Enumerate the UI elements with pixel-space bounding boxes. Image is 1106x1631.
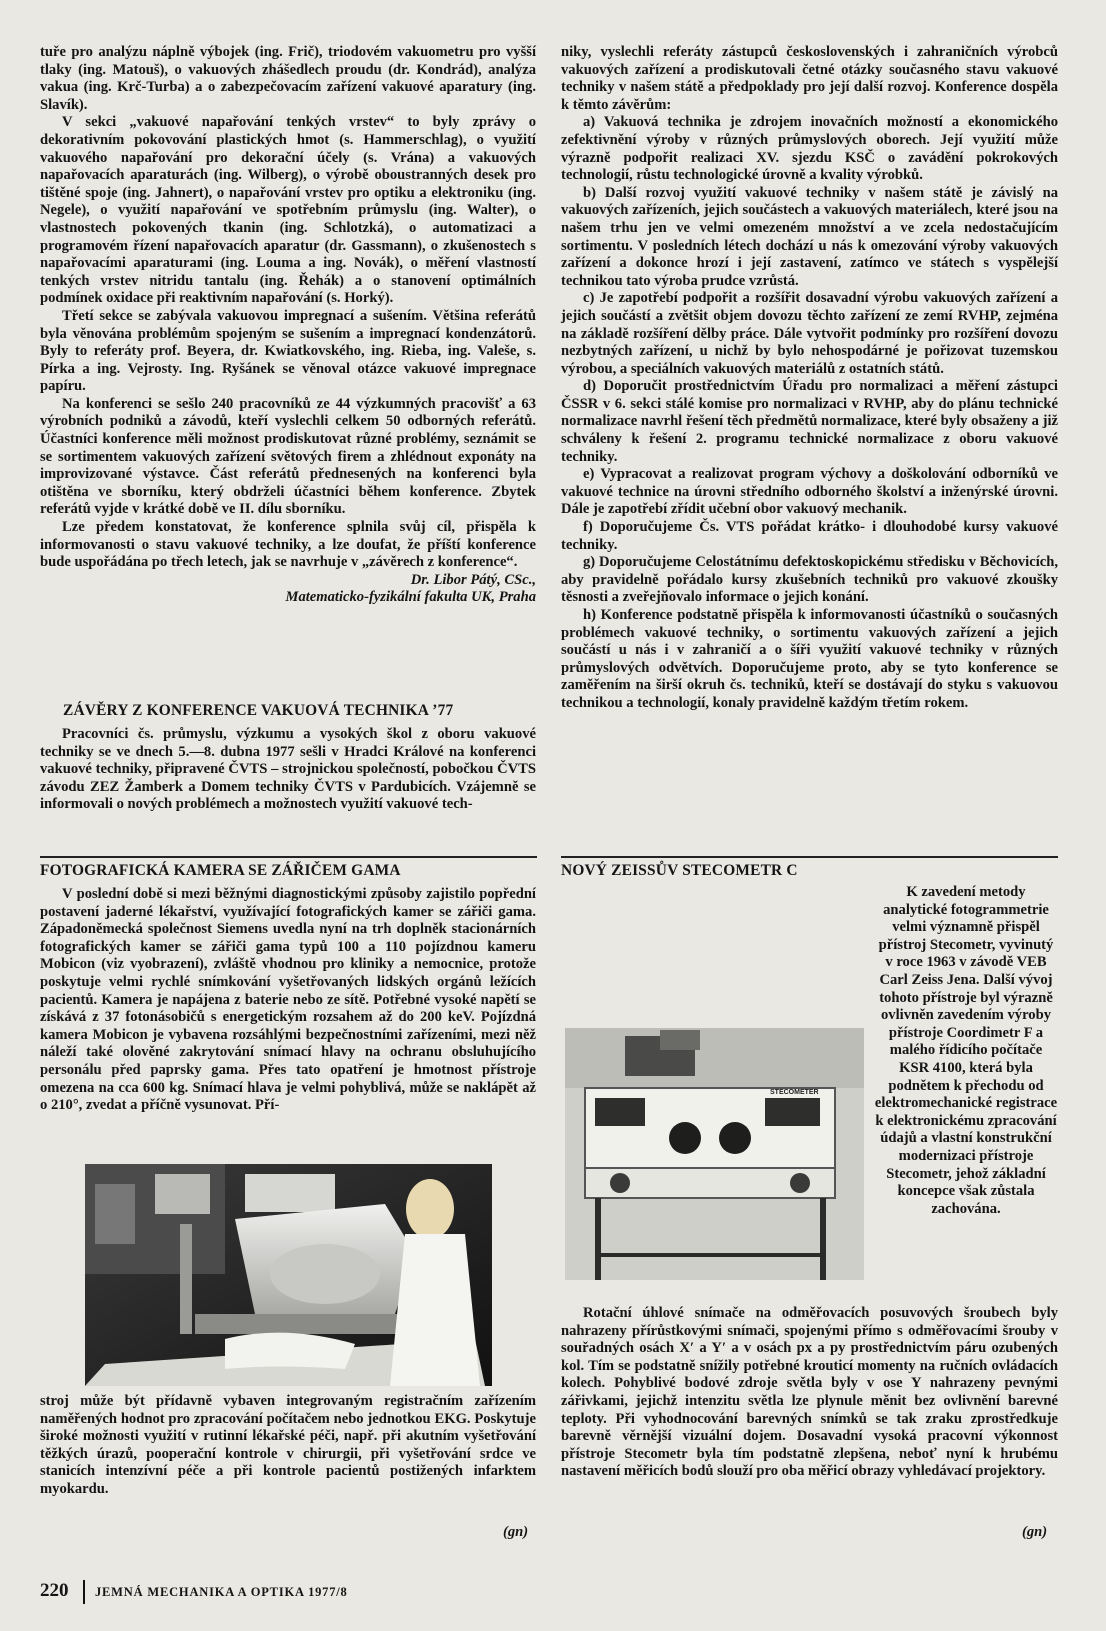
- section-divider: [561, 856, 1058, 858]
- paragraph: niky, vyslechli referáty zástupců československých i zahraničních výrobců vakuových zařízení a prodiskutovali četné otázky současného stavu vakuové techniky v našem státě a předpoklady pro její další rozvoj. Konference dospěla k těmto závěrům:: [561, 44, 1058, 113]
- author-affiliation: Matematicko-fyzikální fakulta UK, Praha: [285, 589, 536, 606]
- section-heading-zavery: ZÁVĚRY Z KONFERENCE VAKUOVÁ TECHNIKA ’77: [63, 702, 454, 719]
- stecometr-illustration: [565, 1028, 864, 1280]
- paragraph: Rotační úhlové snímače na odměřovacích posuvových šroubech byly nahrazeny přírůstkovými snímači, spojenými přímo s odměřovacími šrouby v souřadných osách X′ a Y′ a v osách px a py prostřednictvím páru ozubených kol. Tím se podstatně snížily potřebné krouticí momenty na ručních ovládacích kolech. Pohyblivé bodové zdroje světla byly v ose Y nahrazeny pevnými zářivkami, jejichž intenzitu světla lze plynule měnit bez ovlivnění barevné teploty. Při vyhodnocování barevných snímků se tak zraku zprostředkuje barevně věrnější vizuální dojem. Dosavadní vysoká pracovní výkonnost přístroje Stecometr byla tím podstatně zlepšena, neboť nyní k hrubému nastavení měřicích bodů slouží pro oba měřicí obrazy vyhledávací projektory.: [561, 1305, 1058, 1480]
- zeiss-article-wide: [561, 1305, 1058, 1481]
- zavery-intro: [40, 726, 536, 814]
- list-item: a) Vakuová technika je zdrojem inovačních možností a ekonomického zefektivnění výroby v různých průmyslových oborech. Její využití může výrazně podpořit realizaci XV. sjezdu KSČ o zavádění pokrokových technologií, růstu technologické úrovně a kvality výrobků.: [561, 114, 1058, 184]
- foto-article-continuation: [40, 1393, 536, 1499]
- section-divider: [40, 856, 537, 858]
- zeiss-article-narrow: [874, 884, 1058, 1218]
- author-initials: (gn): [503, 1524, 529, 1540]
- list-item: c) Je zapotřebí podpořit a rozšířit dosavadní výrobu vakuových zařízení a jejich součástí a zvětšit objem dovozu těchto zařízení ze zemí RVHP, zejména na základě rozšíření dělby práce. Dále vytvořit podmínky pro rozšíření dovozu nezbytných zařízení, u nichž by bylo nehospodárné je pořizovat tuzemskou výrobou, a speciálních vakuových materiálů z ostatních států.: [561, 290, 1058, 377]
- machine-label: STECOMETER: [770, 1089, 819, 1096]
- footer-divider: [83, 1580, 85, 1604]
- section-heading-zeiss: NOVÝ ZEISSŮV STECOMETR C: [561, 862, 798, 879]
- list-item: g) Doporučujeme Celostátnímu defektoskopickému středisku v Běchovicích, aby pravidelně pořádalo kursy zkušebních techniků pro vakuové zkoušky těsnosti a zveřejňovalo informace o jejich konání.: [561, 554, 1058, 606]
- list-item: h) Konference podstatně přispěla k informovanosti účastníků o současných problémech vakuové techniky, o sortimentu vakuových zařízení a jejich součástí u nás i v zahraničí a o šíři využití vakuové techniky v různých průmyslových odvětvích. Doporučujeme proto, aby se tyto konference se zaměřením na širší okruh čs. techniků, kteří se dostávají do styku s vakuovou technikou a technologií, konaly pravidelně každým třetím rokem.: [561, 607, 1058, 711]
- paragraph: V poslední době si mezi běžnými diagnostickými způsoby zajistilo popřední postavení jaderné lékařství, využívající fotografických kamer se zářiči gama. Západoněmecká společnost Siemens uvedla nyní na trh doplněk stacionárních fotografických kamer se zářiči gama typů 100 a 110 pojízdnou kameru Mobicon (viz vyobrazení), zvláště vhodnou pro kliniky a nemocnice, protože poskytuje velmi rychlé snímkování vyšetřovaných lidských orgánů ležících pacientů. Kamera je napájena z baterie nebo ze sítě. Potřebné vysoké napětí se získává z 37 fotonásobičů s energetickým rozsahem až do 200 keV. Pojízdná kamera Mobicon je vybavena rozsáhlými bezpečnostními zařízeními, mezi něž náleží také olověné zakrytování snímací hlavy na ochranu obsluhujícího personálu před paprsky gama. Přes tato opatření je hmotnost přístroje omezena na cca 600 kg. Snímací hlava je velmi pohyblivá, může se naklápět až o 210°, zvedat a příčně vysunovat. Pří-: [40, 886, 536, 1114]
- paragraph: Lze předem konstatovat, že konference splnila svůj cíl, přispěla k informovanosti o stavu vakuové techniky, a lze doufat, že příští konference bude uspořádána po třech letech, jak se navrhuje v „závěrech z konference“.: [40, 519, 536, 571]
- paragraph: Třetí sekce se zabývala vakuovou impregnací a sušením. Většina referátů byla věnována problémům spojeným se sušením a impregnací kondenzátorů. Byly to referáty prof. Beyera, dr. Kwiatkovského, ing. Rieba, ing. Valeše, s. Pírka a ing. Vejrosty. Ing. Ryšánek se věnoval otázce vakuové impregnace papíru.: [40, 307, 536, 395]
- mobicon-camera-photo: [85, 1164, 492, 1386]
- journal-title: JEMNÁ MECHANIKA A OPTIKA 1977/8: [95, 1585, 348, 1599]
- section-heading-foto: FOTOGRAFICKÁ KAMERA SE ZÁŘIČEM GAMA: [40, 862, 401, 879]
- paragraph: K zavedení metody analytické fotogrammetrie velmi významně přispěl přístroj Stecometr, vyvinutý v roce 1963 v závodě VEB Carl Zeiss Jena. Další vývoj tohoto přístroje byl výrazně ovlivněn zavedením výroby přístroje Coordimetr F a malého řídicího počítače KSR 4100, která byla podnětem k přechodu od elektromechanické registrace k elektronickému zpracování údajů a vlastní konstrukční modernizaci přístroje Stecometr, jehož základní koncepce však zůstala zachována.: [874, 884, 1058, 1217]
- paragraph: Pracovníci čs. průmyslu, výzkumu a vysokých škol z oboru vakuové techniky se ve dnech 5.—8. dubna 1977 sešli v Hradci Králové na konferenci vakuové techniky, připravené ČVTS – strojnickou společností, pobočkou ČVTS závodu ZEZ Žamberk a Domem techniky ČVTS v Pardubicích. Vzájemně se informovali o nových problémech a možnostech využití vakuové tech-: [40, 726, 536, 813]
- page-footer: [40, 1580, 540, 1606]
- author-initials: (gn): [1022, 1524, 1048, 1540]
- paragraph: V sekci „vakuové napařování tenkých vrstev“ to byly zprávy o dekorativním pokovování plastických hmot (s. Hammerschlag), o využití vakuového napařování pro dekorační účely (s. Vrána) a vakuových napařovacích aparaturách (ing. Wilberg), o výrobě oboustranných desek pro tištěné spoje (ing. Jahnert), o napařování vrstev pro optiku a elektroniku (ing. Negele), o využití napařování ve spotřebním průmyslu (ing. Walter), o vlastnostech pokovených tkanin (ing. Schlotzká), o automatizaci a programovém řízení napařovacích aparatur (dr. Gassmann), o zkušenostech s napařovacími aparaturami (ing. Louma a ing. Novák), o měření vlastností tenkých vrstev nitridu tantalu (ing. Řehák) a o stanovení optimálních podmínek oxidace při reaktivním napařování (s. Horký).: [40, 114, 536, 307]
- left-column-article-continuation: [40, 44, 536, 607]
- list-item: f) Doporučujeme Čs. VTS pořádat krátko- i dlouhodobé kursy vakuové techniky.: [561, 519, 1058, 553]
- page-number: 220: [40, 1580, 69, 1601]
- list-item: e) Vypracovat a realizovat program výchovy a doškolování odborníků ve vakuové technice na úrovni středního odborného školství a inženýrské úrovni. Dále je zapotřebí zřídit učební obor vakuový mechanik.: [561, 466, 1058, 518]
- right-column-conclusions: [561, 44, 1058, 713]
- stecometr-photo: [565, 1028, 864, 1280]
- list-item: b) Další rozvoj využití vakuové techniky v našem státě je závislý na vakuových zařízeních, jejich součástech a vakuových materiálech, které jsou na našem trhu jen ve velmi omezeném množství a ve zcela nedostačujícím sortimentu. V posledních létech dochází u nás k omezování výroby vakuových zařízení a dokonce hrozí i její zastavení, zatímco ve státech s vyspělejší technikou tato výroba prudce vzrůstá.: [561, 184, 1058, 289]
- mobicon-camera-illustration: [85, 1164, 492, 1386]
- foto-article-body: [40, 886, 536, 1115]
- list-item: d) Doporučit prostřednictvím Úřadu pro normalizaci a měření zástupci ČSSR v 6. sekci stálé komise pro normalizaci v RVHP, aby do plánu technické normalizace navrhl řešení těch předmětů normalizace, které byly obsaženy a již schváleny k řešení 2. programu technické normalizace z oboru vakuové techniky.: [561, 378, 1058, 465]
- paragraph: tuře pro analýzu náplně výbojek (ing. Frič), triodovém vakuometru pro vyšší tlaky (ing. Matouš), o vakuových zhášedlech proudu (dr. Kondrád), analýza vakua (ing. Krč-Turba) a o zabezpečovacím zařízení vakuové aparatury (ing. Slavík).: [40, 44, 536, 113]
- paragraph: Na konferenci se sešlo 240 pracovníků ze 44 výzkumných pracovišť a 63 výrobních podniků a závodů, kteří vyslechli celkem 50 odborných referátů. Účastníci konference měli možnost prodiskutovat různé problémy, seznámit se se sortimentem vakuových zařízení světových firem a zhlédnout exponáty na improvizované výstavce. Část referátů přednesených na konferenci byla otištěna ve sborníku, který obdrželi účastníci během konference. Zbytek referátů vyjde v krátké době ve II. dílu sborníku.: [40, 395, 536, 518]
- paragraph: stroj může být přídavně vybaven integrovaným registračním zařízením naměřených hodnot pro zpracování počítačem nebo jednotkou EKG. Poskytuje široké možnosti využití v rutinní lékařské péči, např. při akutním vyšetřování těžkých úrazů, pooperační kontrole v chirurgii, při vyšetřování srdce ve stanicích intenzívní péče a při kontrole pacientů postižených infarktem myokardu.: [40, 1393, 536, 1497]
- author-name: Dr. Libor Pátý, CSc.,: [410, 571, 536, 588]
